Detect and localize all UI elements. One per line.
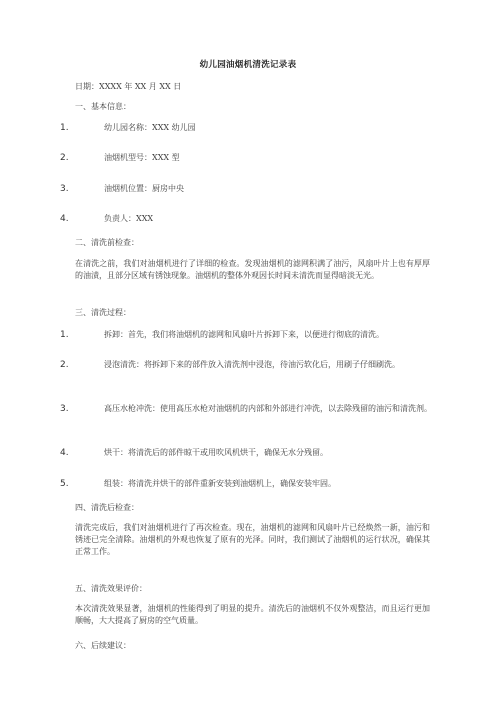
section-heading-pre-check: 二、清洗前检查： (75, 238, 139, 247)
list-number: 3. (60, 184, 69, 194)
list-text: 负责人：XXX (104, 214, 154, 223)
paragraph-post-check: 清洗完成后，我们对油烟机进行了再次检查。现在，油烟机的滤网和风扇叶片已经焕然一新，油污和锈迹已完全清除。油烟机的外观也恢复了原有的光泽。同时，我们测试了油烟机的运行状况，确保其正常工作。 (75, 523, 430, 557)
list-item (60, 327, 432, 343)
date-line: 日期：XXXX 年 XX 月 XX 日 (75, 82, 182, 91)
section-heading-evaluation: 五、清洗效果评价： (75, 584, 147, 593)
list-number: 2. (60, 153, 69, 163)
list-number: 1. (60, 123, 69, 133)
list-number: 2. (60, 360, 69, 370)
list-text: 烘干：将清洗后的部件晾干或用吹风机烘干，确保无水分残留。 (104, 448, 328, 457)
list-item (60, 445, 432, 461)
list-number: 3. (60, 404, 69, 414)
paragraph-evaluation: 本次清洗效果显著，油烟机的性能得到了明显的提升。清洗后的油烟机不仅外观整洁，而且运行更加顺畅，大大提高了厨房的空气质量。 (75, 604, 430, 626)
paragraph-pre-check: 在清洗之前，我们对油烟机进行了详细的检查。发现油烟机的滤网积满了油污，风扇叶片上也有厚厚的油渍，且部分区域有锈蚀现象。油烟机的整体外观因长时间未清洗而显得暗淡无光。 (75, 259, 430, 281)
list-item (60, 211, 432, 227)
list-text: 拆卸：首先，我们将油烟机的滤网和风扇叶片拆卸下来，以便进行彻底的清洗。 (104, 330, 384, 339)
list-number: 1. (60, 330, 69, 340)
list-item (60, 181, 432, 197)
section-heading-basic-info: 一、基本信息： (75, 102, 131, 111)
list-item (60, 401, 432, 417)
list-item (60, 476, 432, 492)
list-text: 油烟机型号：XXX 型 (104, 153, 180, 162)
list-item (60, 120, 432, 136)
list-text: 高压水枪冲洗：使用高压水枪对油烟机的内部和外部进行冲洗，以去除残留的油污和清洗剂。 (104, 404, 432, 413)
section-heading-post-check: 四、清洗后检查： (75, 503, 139, 512)
list-text: 浸泡清洗：将拆卸下来的部件放入清洗剂中浸泡，待油污软化后，用刷子仔细刷洗。 (104, 360, 400, 369)
section-heading-suggestions: 六、后续建议： (75, 641, 131, 650)
list-number: 4. (60, 214, 69, 224)
section-heading-process: 三、清洗过程： (75, 308, 131, 317)
list-item (60, 150, 432, 166)
document-title: 幼儿园油烟机清洗记录表 (199, 60, 297, 70)
list-text: 幼儿园名称：XXX 幼儿园 (104, 123, 196, 132)
list-text: 组装：将清洗并烘干的部件重新安装到油烟机上，确保安装牢固。 (104, 479, 336, 488)
list-number: 5. (60, 479, 69, 489)
list-text: 油烟机位置：厨房中央 (104, 184, 184, 193)
list-item (60, 357, 432, 373)
list-number: 4. (60, 448, 69, 458)
